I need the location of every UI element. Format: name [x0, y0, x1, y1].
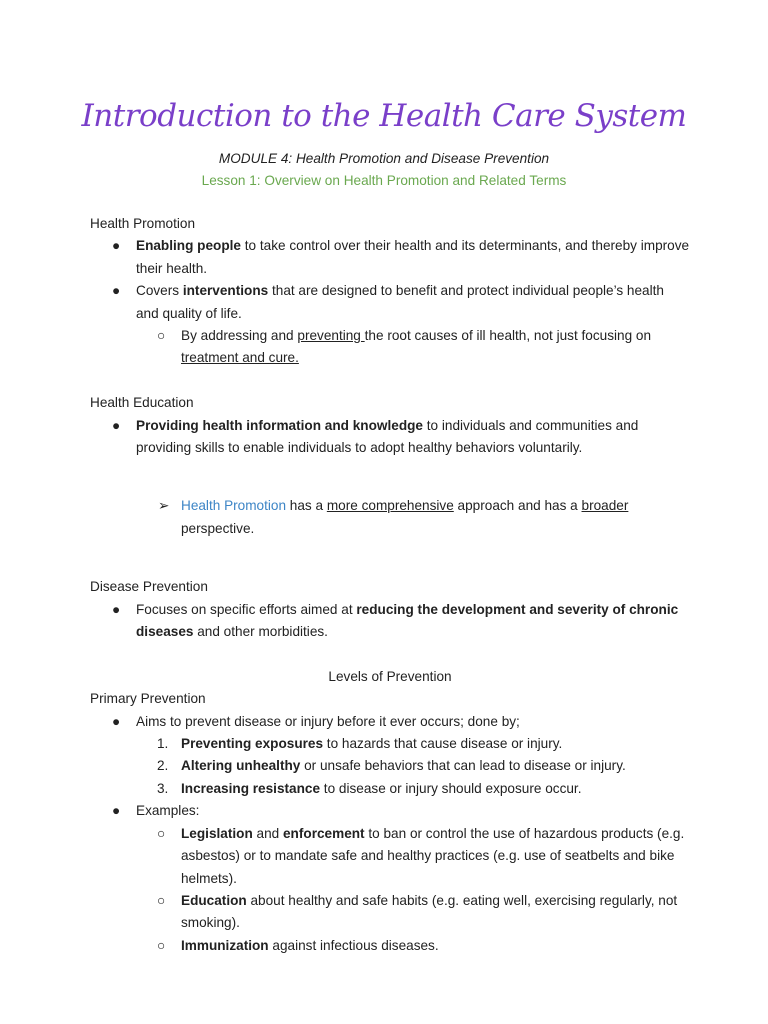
circle-marker: ○ [157, 825, 166, 841]
bullet-item: ● Aims to prevent disease or injury before it ever occurs; done by; [90, 711, 690, 733]
numbered-item: 1. Preventing exposures to hazards that cause disease or injury. [90, 733, 690, 755]
bullet-item: ● Enabling people to take control over their health and its determinants, and thereby improve their health. [90, 235, 690, 280]
section-heading-disease-prevention: Disease Prevention [90, 579, 208, 595]
bullet-item: ● Covers interventions that are designed to benefit and protect individual people’s health and quality of life. [90, 280, 690, 325]
section-heading-levels: Levels of Prevention [328, 668, 452, 684]
numbered-item: 3. Increasing resistance to disease or injury should exposure occur. [90, 778, 690, 800]
section-heading-health-education: Health Education [90, 395, 194, 411]
number-marker: 1. [157, 736, 169, 752]
bullet-marker: ● [112, 713, 121, 729]
sub-bullet-item: ○ Education about healthy and safe habits (e.g. eating well, exercising regularly, not smoking). [90, 890, 690, 935]
bullet-marker: ● [112, 283, 121, 299]
circle-marker: ○ [157, 892, 166, 908]
bullet-marker: ● [112, 803, 121, 819]
numbered-item: 2. Altering unhealthy or unsafe behaviors that can lead to disease or injury. [90, 755, 690, 777]
subsection-heading-primary: Primary Prevention [90, 691, 206, 707]
bullet-marker: ● [112, 601, 121, 617]
number-marker: 2. [157, 758, 169, 774]
bullet-marker: ● [112, 417, 121, 433]
document-body [90, 213, 690, 957]
bullet-item: ● Focuses on specific efforts aimed at reducing the development and severity of chronic diseases and other morbidities. [90, 599, 690, 644]
bullet-item: ● Providing health information and knowledge to individuals and communities and providing skills to enable individuals to adopt healthy behaviors voluntarily. [90, 415, 690, 460]
sub-bullet-item: ○ Immunization against infectious diseases. [90, 935, 690, 957]
sub-bullet-item: ○ Legislation and enforcement to ban or control the use of hazardous products (e.g. asbestos) or to mandate safe and healthy practices (e.g. use of seatbelts and bike helmets). [90, 823, 690, 890]
module-heading: MODULE 4: Health Promotion and Disease Prevention [218, 151, 550, 166]
bullet-item: ● Examples: [90, 800, 690, 822]
arrow-marker: ➢ [158, 498, 170, 514]
document-title: Introduction to the Health Care System [81, 98, 687, 134]
arrow-note: ➢ Health Promotion has a more comprehensive approach and has a broader perspective. [90, 495, 690, 540]
number-marker: 3. [157, 780, 169, 796]
bullet-marker: ● [112, 238, 121, 254]
circle-marker: ○ [157, 328, 166, 344]
circle-marker: ○ [157, 937, 166, 953]
highlight-text: Health Promotion [181, 498, 287, 514]
lesson-heading: Lesson 1: Overview on Health Promotion and Related Terms [201, 173, 567, 188]
section-heading-health-promotion: Health Promotion [90, 216, 196, 231]
sub-bullet-item: ○ By addressing and preventing the root causes of ill health, not just focusing on treatment and cure. [90, 325, 690, 370]
